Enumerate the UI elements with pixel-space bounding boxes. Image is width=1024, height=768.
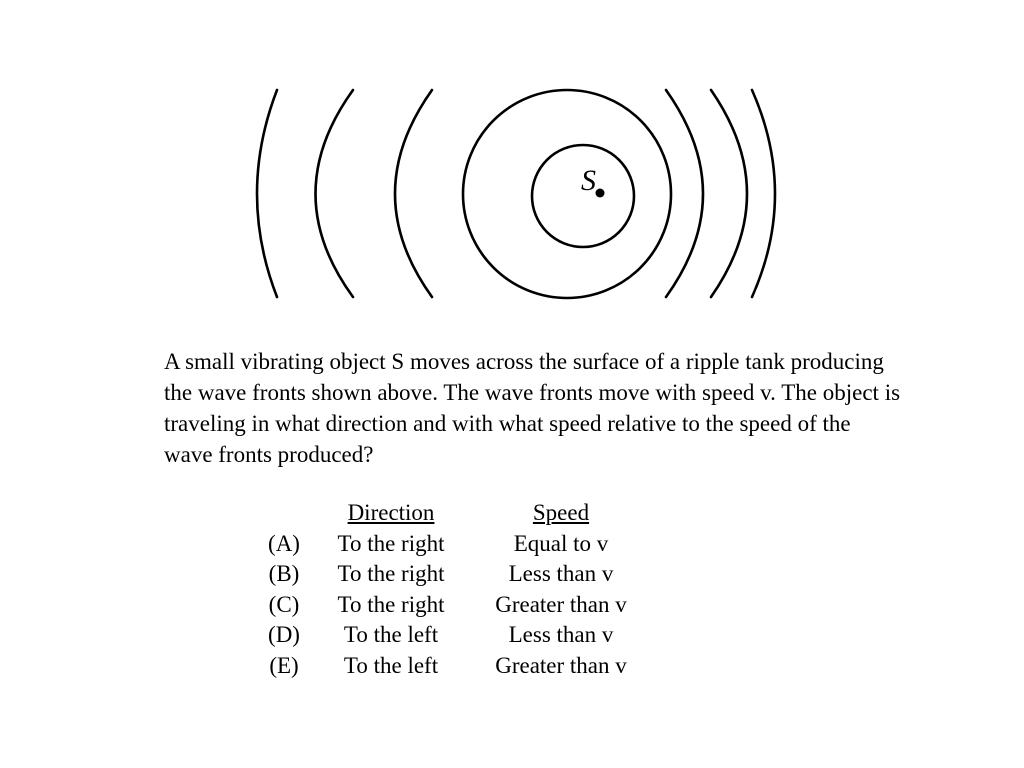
middle-wave-front: [463, 90, 671, 298]
choice-row-e: [0, 653, 1024, 684]
wave-front-left-arc-2: [316, 90, 354, 297]
choice-row-c: [0, 592, 1024, 623]
choice-row-d: [0, 622, 1024, 653]
wave-front-left-arc-3: [257, 90, 277, 297]
choice-row-a: [0, 531, 1024, 562]
choice-direction: To the right: [337, 592, 445, 617]
choice-direction: To the left: [343, 653, 439, 678]
choice-direction: To the left: [343, 622, 439, 647]
choice-letter: (C): [268, 592, 300, 617]
direction-header: Direction: [347, 500, 435, 525]
choice-speed: Equal to v: [513, 531, 609, 556]
wave-front-right-arc-3: [752, 90, 775, 297]
choice-speed: Less than v: [508, 622, 614, 647]
choice-speed: Greater than v: [495, 653, 627, 678]
choice-letter: (D): [268, 622, 300, 647]
choice-row-b: [0, 561, 1024, 592]
choice-letter: (B): [268, 561, 300, 586]
choice-direction: To the right: [337, 561, 445, 586]
choice-speed: Greater than v: [495, 592, 627, 617]
choice-letter: (E): [269, 653, 299, 678]
choice-speed: Less than v: [508, 561, 614, 586]
wave-front-right-arc-2: [711, 90, 747, 297]
wave-fronts-diagram: [0, 0, 1024, 320]
question-text: A small vibrating object S moves across the surface of a ripple tank producing the wave fronts shown above. The wave fronts move with speed v. The object is traveling in what direction and with what speed relative to the speed of the wave fronts produced?: [164, 349, 901, 467]
source-label: S: [581, 164, 596, 197]
speed-header: Speed: [532, 500, 590, 525]
outer-wave-front-left-arc: [395, 90, 432, 297]
choice-letter: (A): [268, 531, 300, 556]
table-header-row: [0, 500, 1024, 531]
source-dot: [596, 189, 605, 198]
choice-direction: To the right: [337, 531, 445, 556]
